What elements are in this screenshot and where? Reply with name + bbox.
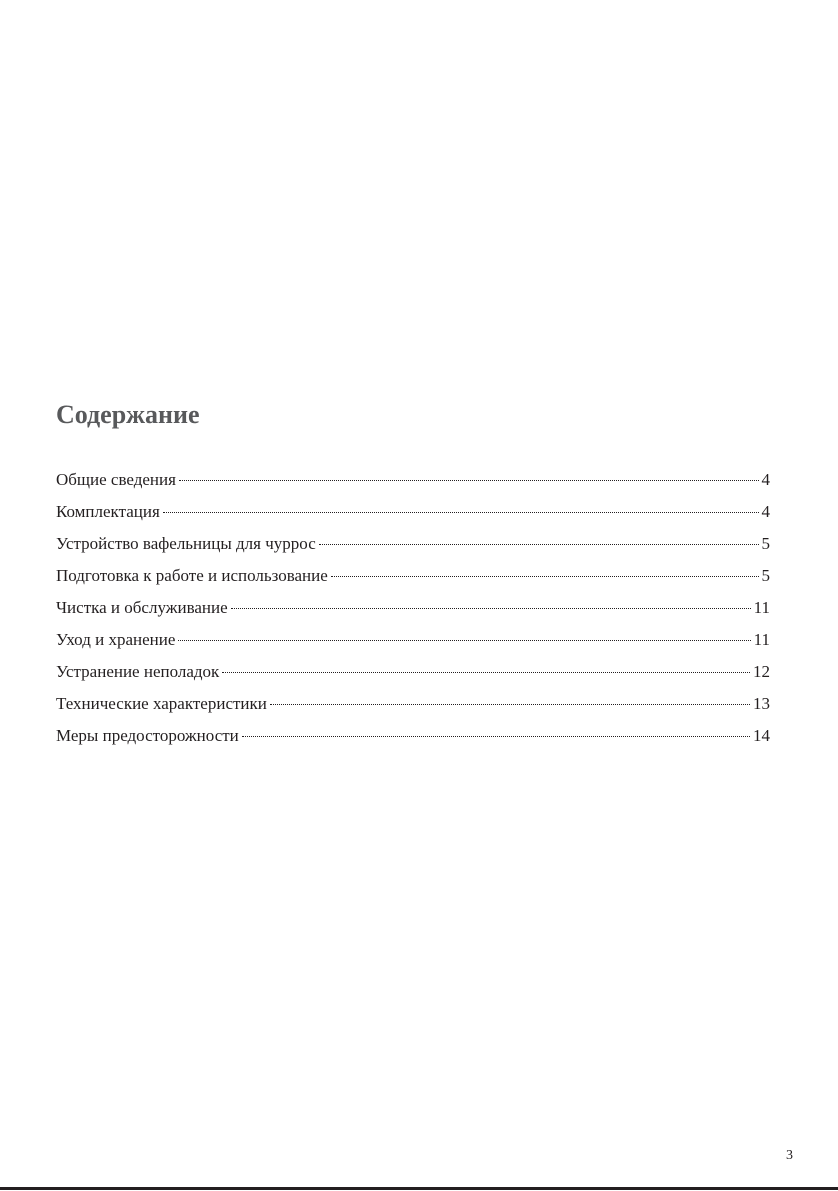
toc-item-page: 5 — [761, 534, 770, 553]
dot-leader — [179, 463, 759, 481]
toc-item-safety-precautions[interactable] — [56, 722, 770, 754]
dot-leader — [163, 495, 759, 513]
bottom-divider — [0, 1187, 838, 1190]
toc-item-package-contents[interactable] — [56, 498, 770, 530]
toc-item-care-and-storage[interactable] — [56, 626, 770, 658]
toc-item-label: Общие сведения — [56, 470, 176, 489]
toc-item-label: Устранение неполадок — [56, 662, 220, 681]
toc-item-preparation-and-use[interactable] — [56, 562, 770, 594]
toc-item-label: Меры предосторожности — [56, 726, 239, 745]
toc-item-label: Уход и хранение — [56, 630, 176, 649]
toc-item-page: 14 — [753, 726, 770, 745]
toc-item-page: 12 — [753, 662, 770, 681]
toc-item-page: 13 — [753, 694, 770, 713]
toc-item-label: Подготовка к работе и использование — [56, 566, 328, 585]
dot-leader — [319, 527, 759, 545]
toc-title: Содержание — [56, 400, 200, 429]
dot-leader — [331, 559, 759, 577]
toc-item-label: Чистка и обслуживание — [56, 598, 228, 617]
table-of-contents — [56, 466, 770, 754]
dot-leader — [222, 655, 750, 673]
dot-leader — [178, 623, 750, 641]
toc-item-device-description[interactable] — [56, 530, 770, 562]
dot-leader — [270, 687, 750, 705]
toc-item-label: Комплектация — [56, 502, 160, 521]
toc-item-specifications[interactable] — [56, 690, 770, 722]
toc-item-page: 11 — [753, 630, 770, 649]
page-number: 3 — [786, 1148, 793, 1163]
toc-item-label: Устройство вафельницы для чуррос — [56, 534, 316, 553]
toc-item-general-info[interactable] — [56, 466, 770, 498]
toc-item-page: 5 — [761, 566, 770, 585]
toc-item-label: Технические характеристики — [56, 694, 267, 713]
toc-item-troubleshooting[interactable] — [56, 658, 770, 690]
toc-item-page: 4 — [761, 502, 770, 521]
toc-item-page: 4 — [761, 470, 770, 489]
toc-item-page: 11 — [753, 598, 770, 617]
dot-leader — [231, 591, 751, 609]
toc-item-cleaning-and-maintenance[interactable] — [56, 594, 770, 626]
dot-leader — [242, 719, 750, 737]
